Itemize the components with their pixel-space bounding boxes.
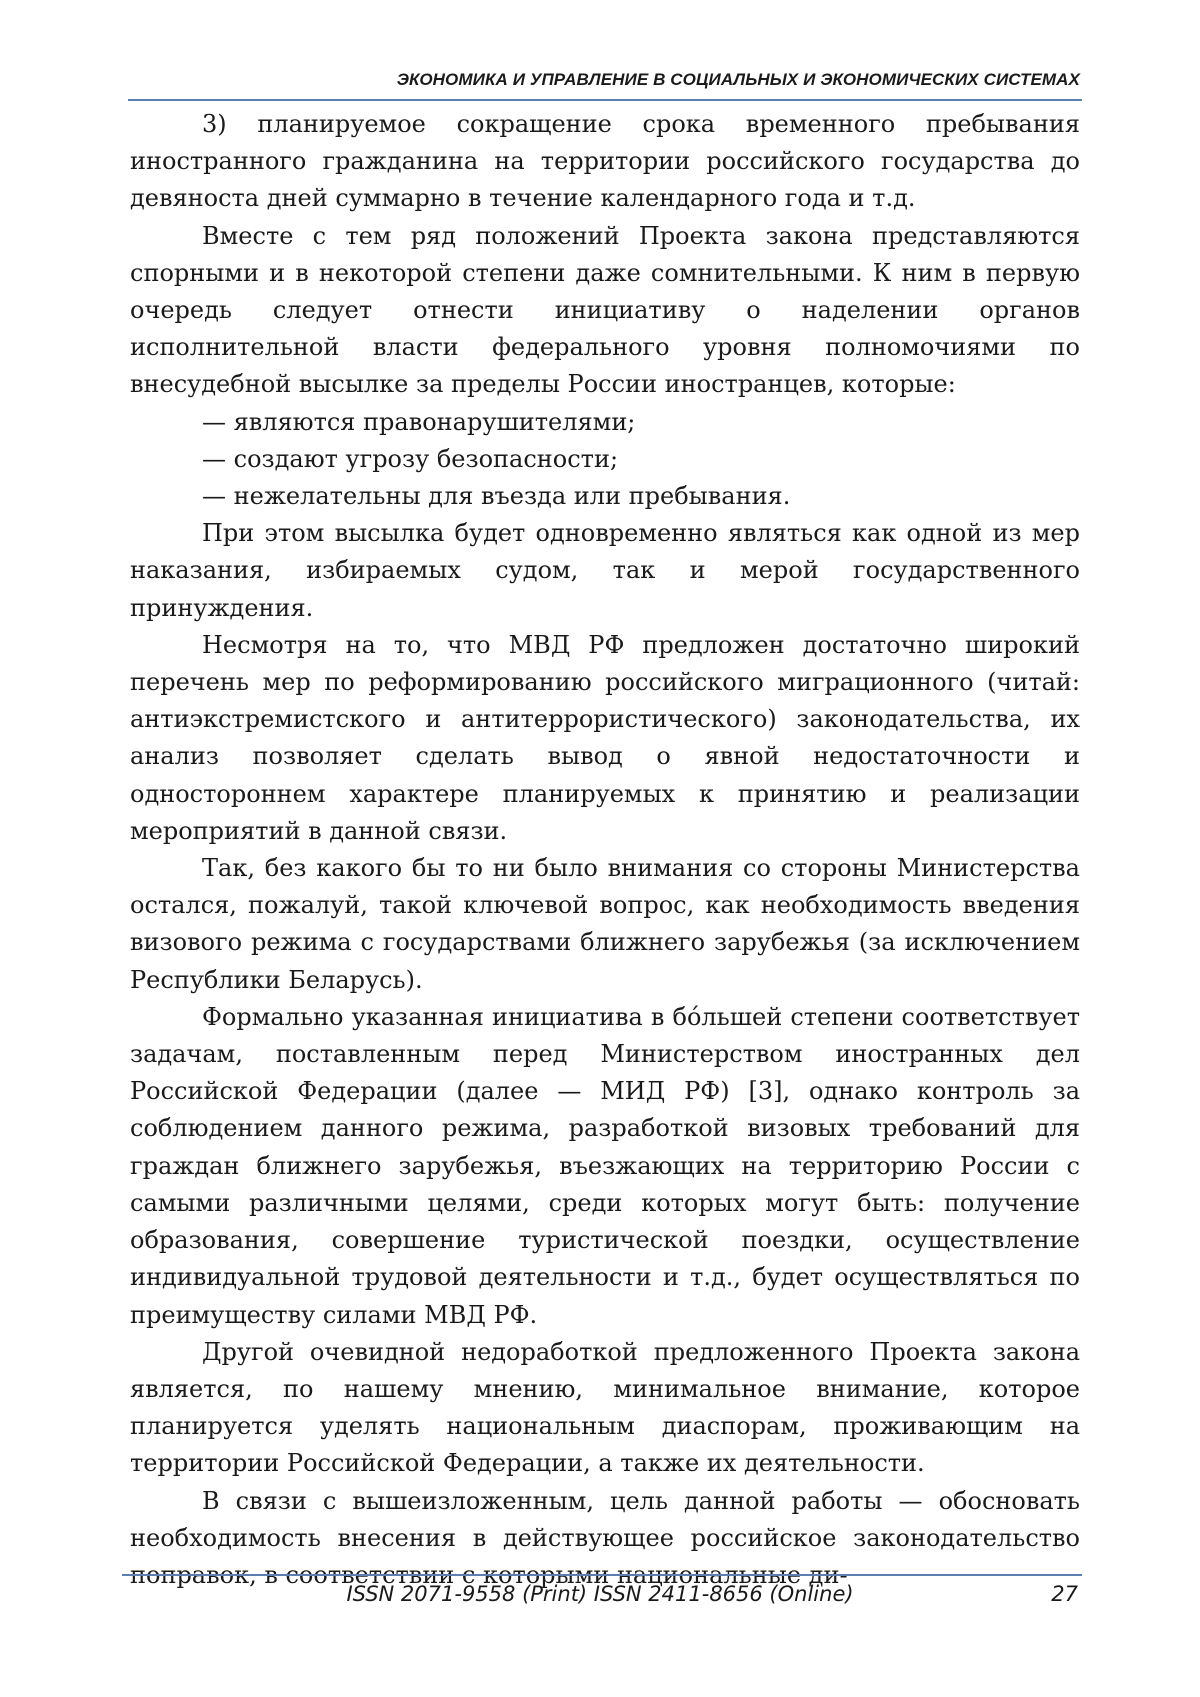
paragraph-list-item-3: 3) планируемое сокращение срока временного пребывания иностранного гражданина на территории российского государства до девяноста дней суммарно в течение календарного года и т.д.: [130, 106, 1080, 218]
paragraph-insufficiency: Несмотря на то, что МВД РФ предложен достаточно широкий перечень мер по реформированию российского миграционного (читай: антиэкстремистского и антитеррористического) законодательства, их анализ позволяет сделать вывод о явной недостаточности и одностороннем характере планируемых к принятию и реализации мероприятий в данной связи.: [130, 627, 1080, 850]
dash-item-offenders: — являются правонарушителями;: [130, 404, 1080, 441]
paragraph-diasporas: Другой очевидной недоработкой предложенного Проекта закона является, по нашему мнению, минимальное внимание, которое планируется уделять национальным диаспорам, проживающим на территории Российской Федерации, а также их деятельности.: [130, 1334, 1080, 1483]
footer-issn: ISSN 2071-9558 (Print) ISSN 2411-8656 (Online): [120, 1582, 1080, 1606]
footer-divider: [122, 1574, 1082, 1576]
header-divider: [128, 99, 1082, 101]
running-header-title: ЭКОНОМИКА И УПРАВЛЕНИЕ В СОЦИАЛЬНЫХ И ЭКОНОМИЧЕСКИХ СИСТЕМАХ: [128, 70, 1080, 90]
paragraph-work-goal: В связи с вышеизложенным, цель данной работы — обосновать необходимость внесения в действующее российское законодательство поправок, в соответствии с которыми национальные ди-: [130, 1483, 1080, 1595]
page-number: 27: [1051, 1582, 1078, 1606]
article-body: [130, 106, 1080, 1594]
dash-item-security-threat: — создают угрозу безопасности;: [130, 441, 1080, 478]
paragraph-disputed-provisions: Вместе с тем ряд положений Проекта закона представляются спорными и в некоторой степени даже сомнительными. К ним в первую очередь следует отнести инициативу о наделении органов исполнительной власти федерального уровня полномочиями по внесудебной высылке за пределы России иностранцев, которые:: [130, 218, 1080, 404]
paragraph-mfa-initiative: Формально указанная инициатива в бо́льшей степени соответствует задачам, поставленным перед Министерством иностранных дел Российской Федерации (далее — МИД РФ) [3], однако контроль за соблюдением данного режима, разработкой визовых требований для граждан ближнего зарубежья, въезжающих на территорию России с самыми различными целями, среди которых могут быть: получение образования, совершение туристической поездки, осуществление индивидуальной трудовой деятельности и т.д., будет осуществляться по преимуществу силами МВД РФ.: [130, 999, 1080, 1334]
paragraph-expulsion: При этом высылка будет одновременно являться как одной из мер наказания, избираемых судом, так и мерой государственного принуждения.: [130, 515, 1080, 627]
dash-item-undesirable: — нежелательны для въезда или пребывания.: [130, 478, 1080, 515]
paragraph-visa-regime: Так, без какого бы то ни было внимания со стороны Министерства остался, пожалуй, такой ключевой вопрос, как необходимость введения визового режима с государствами ближнего зарубежья (за исключением Республики Беларусь).: [130, 850, 1080, 999]
